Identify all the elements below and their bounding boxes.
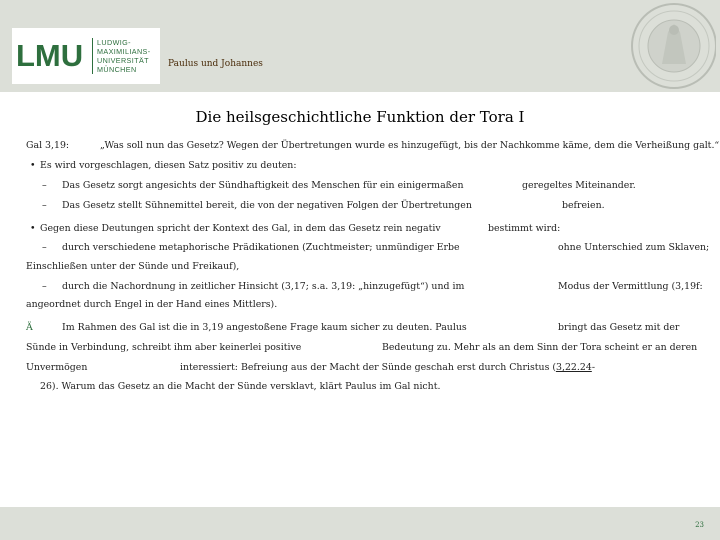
conclusion-line-1-tail: bringt das Gesetz mit der	[558, 322, 680, 333]
lmu-logo	[12, 28, 160, 84]
bullet-1-sub-1-tail: geregeltes Miteinander.	[522, 180, 636, 191]
bullet-2-sub-2-tail: Modus der Vermittlung (3,19f:	[558, 281, 703, 292]
logo-divider	[92, 38, 93, 74]
conclusion-line-3-tail: interessiert: Befreiung aus der Macht der Sünde geschah erst durch Christus (3,22.24-	[180, 362, 595, 373]
bullet-1-text: Es wird vorgeschlagen, diesen Satz positiv zu deuten:	[40, 160, 297, 171]
verse-text: „Was soll nun das Gesetz? Wegen der Übertretungen wurde es hinzugefügt, bis der Nachkomme käme, dem die Verheißung galt.“	[100, 140, 720, 151]
dash-icon: –	[42, 180, 47, 191]
bullet-icon: •	[30, 160, 36, 171]
conclusion-line-2-tail: Bedeutung zu. Mehr als an dem Sinn der Tora scheint er an deren	[382, 342, 698, 353]
bullet-1-sub-2-text: Das Gesetz stellt Sühnemittel bereit, die von der negativen Folgen der Übertretungen	[62, 200, 472, 211]
slide-title: Die heilsgeschichtliche Funktion der Tora I	[195, 108, 525, 126]
footer-band	[0, 507, 720, 540]
bullet-2-sub-1-tail: ohne Unterschied zum Sklaven;	[558, 242, 710, 253]
conclusion-line-2: Sünde in Verbindung, schreibt ihm aber keinerlei positive	[26, 342, 302, 353]
logo-wordmark: LMU	[16, 38, 84, 73]
course-title: Paulus und Johannes	[168, 59, 263, 69]
conclusion-line-4: 26). Warum das Gesetz an die Macht der Sünde versklavt, klärt Paulus im Gal nicht.	[40, 381, 441, 392]
bullet-2-sub-2-continuation: angeordnet durch Engel in der Hand eines Mittlers).	[26, 299, 278, 310]
dash-icon: –	[42, 281, 47, 292]
dash-icon: –	[42, 200, 47, 211]
university-seal-icon	[624, 2, 716, 92]
bible-reference-link[interactable]: 3,22.24	[556, 362, 592, 373]
bullet-1-sub-2-tail: befreien.	[562, 200, 605, 211]
conclusion-line-3: Unvermögen	[26, 362, 88, 373]
verse-reference: Gal 3,19:	[26, 140, 70, 151]
bullet-2-sub-2-text: durch die Nachordnung in zeitlicher Hinsicht (3,17; s.a. 3,19: „hinzugefügt“) und im	[62, 281, 465, 292]
conclusion-line-1: Im Rahmen des Gal ist die in 3,19 angestoßene Frage kaum sicher zu deuten. Paulus	[62, 322, 467, 333]
university-name: LUDWIG- MAXIMILIANS- UNIVERSITÄT MÜNCHEN	[97, 38, 151, 74]
bullet-2-text: Gegen diese Deutungen spricht der Kontext des Gal, in dem das Gesetz rein negativ	[40, 223, 441, 234]
arrow-bullet-icon: Ä	[26, 322, 33, 333]
bullet-2-sub-1-continuation: Einschließen unter der Sünde und Freikauf),	[26, 261, 240, 272]
bullet-icon: •	[30, 223, 36, 234]
bullet-2-tail: bestimmt wird:	[488, 223, 561, 234]
bullet-2-sub-1-text: durch verschiedene metaphorische Prädikationen (Zuchtmeister; unmündiger Erbe	[62, 242, 460, 253]
dash-icon: –	[42, 242, 47, 253]
header-band	[0, 0, 720, 92]
page-number: 23	[695, 521, 704, 529]
bullet-1-sub-1-text: Das Gesetz sorgt angesichts der Sündhaftigkeit des Menschen für ein einigermaßen	[62, 180, 464, 191]
